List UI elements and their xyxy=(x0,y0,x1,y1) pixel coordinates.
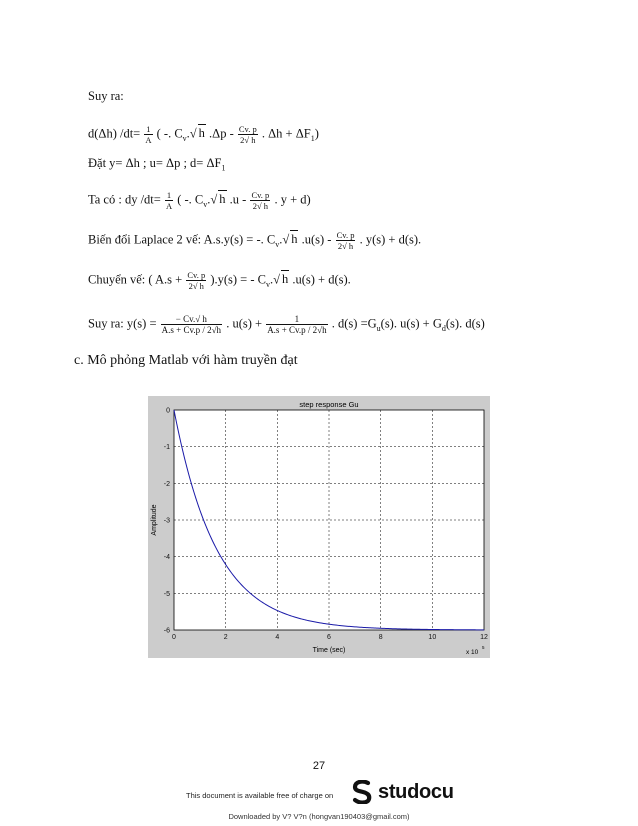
studocu-logo[interactable] xyxy=(352,780,454,804)
step-response-chart xyxy=(148,396,490,658)
x-tick-label: 0 xyxy=(172,634,176,641)
text-suy-ra: Suy ra: xyxy=(88,89,124,103)
x-tick-label: 2 xyxy=(223,634,228,641)
y-tick-label: -4 xyxy=(163,554,170,562)
y-tick-label: -2 xyxy=(163,480,170,488)
footer-free-note: This document is available free of charge on xyxy=(186,791,334,800)
x-tick-label: 4 xyxy=(275,634,280,641)
x-tick-label: 10 xyxy=(428,634,437,641)
y-axis-label: Amplitude xyxy=(151,504,158,536)
text-definitions: Đặt y= Δh ; u= Δp ; $d= \Delta F_1$ xyxy=(88,156,226,173)
y-tick-label: -5 xyxy=(163,590,170,598)
x-axis-label: Time (sec) xyxy=(312,647,346,654)
x-multiplier-exponent: 5 xyxy=(482,645,485,650)
x-tick-label: 12 xyxy=(480,634,488,641)
download-note: Downloaded by V? V?n (hongvan190403@gmail.com) xyxy=(228,812,410,821)
equation-chuyen-ve: Chuyển vế: ( A.s + $\frac{Cv. p}{2√ h}$ ).y(s) = - $C_v.√$ h .u(s) + d(s). xyxy=(88,270,351,291)
y-tick-label: -1 xyxy=(163,444,170,452)
equation-dy-dt: Ta có : dy /dt= $\frac{1}{A}$ ( -. $C_v.√$ h .u - $\frac{Cv. p}{2√ h}$ . y + d) xyxy=(88,190,311,211)
x-tick-label: 6 xyxy=(327,634,331,641)
section-heading: c. Mô phỏng Matlab với hàm truyền đạt xyxy=(74,353,298,368)
y-tick-label: -3 xyxy=(163,517,170,525)
y-tick-label: 0 xyxy=(166,407,170,415)
x-tick-label: 8 xyxy=(378,634,383,641)
equation-ys: Suy ra: y(s) = $\frac{- Cv.√ h}{A.s + Cv.p / 2√h}$ . u(s) + $\frac{1}{A.s + Cv.p / 2√h}$ . $d(s) =G_u(s)$. $u(s) + G_d(s)$. d(s) xyxy=(88,314,485,335)
x-multiplier: x 10 xyxy=(466,649,479,656)
equation-laplace: Biến đổi Laplace 2 vế: A.s.y(s) = -. $C_v.√$ h .u(s) - $\frac{Cv. p}{2√ h}$ . y(s) + d(s). xyxy=(88,230,422,251)
chart-title: step response Gu xyxy=(299,400,359,409)
page-number: 27 xyxy=(312,760,326,772)
y-tick-label: -6 xyxy=(163,627,170,635)
studocu-brand-text: studocu xyxy=(378,780,454,803)
equation-dh-dt: d(Δh) /dt= $\frac{1}{A}$ ( -. $C_v.√$ h .Δp - $\frac{Cv. p}{2√ h}$ . $\Delta h + \Delta F_1$) xyxy=(88,124,319,145)
studocu-logo-icon xyxy=(352,780,374,804)
